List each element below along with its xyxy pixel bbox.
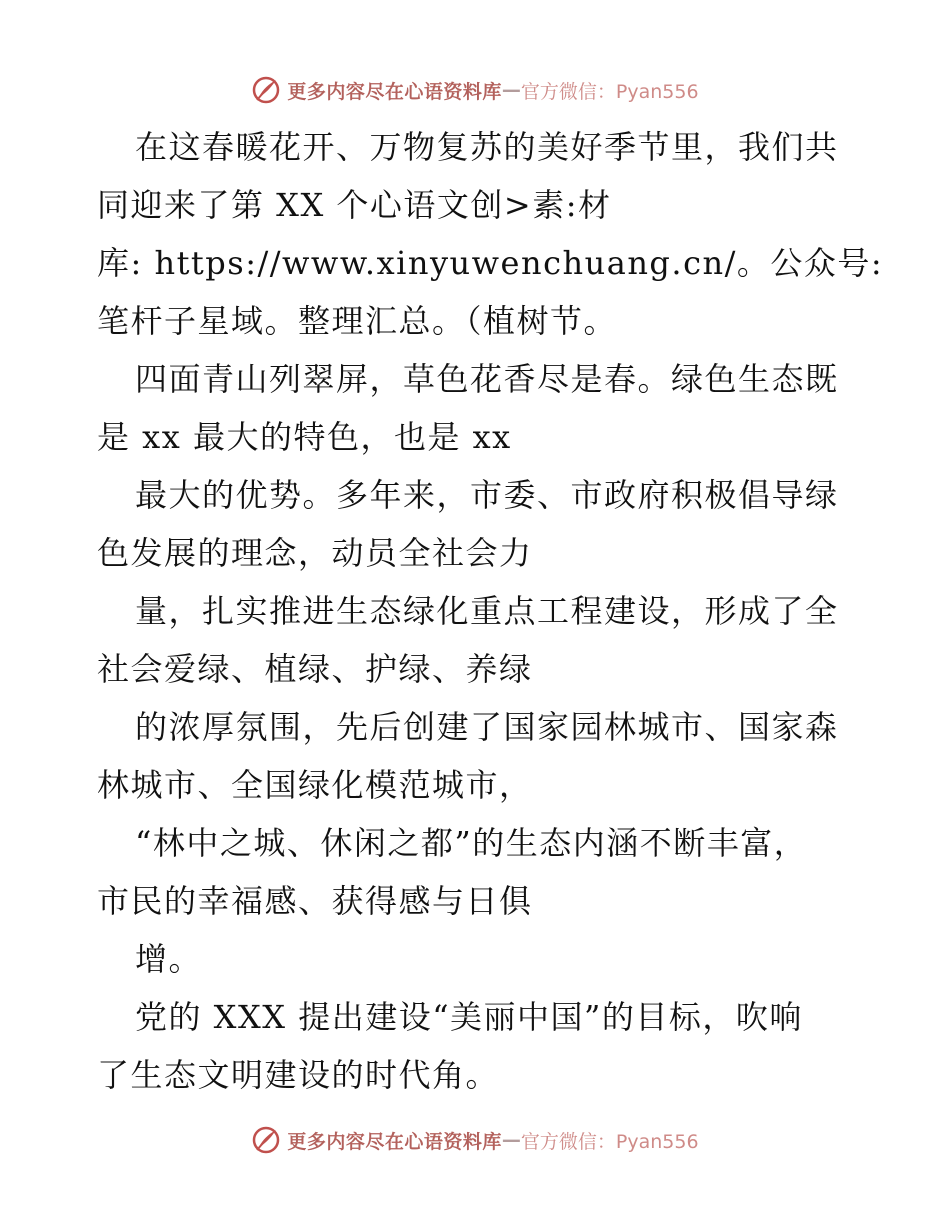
text-line: 是 xx 最大的特色，也是 xx	[97, 418, 512, 456]
text-line: 最大的优势。多年来，市委、市政府积极倡导绿	[135, 476, 839, 514]
banner-main-text: 更多内容尽在心语资料库	[287, 80, 502, 103]
text-line: “林中之城、休闲之都”的生态内涵不断丰富，	[135, 824, 808, 862]
text-line: 市民的幸福感、获得感与日俱	[97, 882, 533, 920]
text-line: 社会爱绿、植绿、护绿、养绿	[97, 650, 533, 688]
text-line: 林城市、全国绿化模范城市，	[97, 766, 533, 804]
text-line: 量，扎实推进生态绿化重点工程建设，形成了全	[135, 592, 839, 630]
document-body	[97, 118, 884, 1104]
text-line: 库: https://www.xinyuwenchuang.cn/。公众号:	[97, 244, 884, 282]
banner-wechat-id: 官方微信：Pyan556	[520, 80, 699, 103]
text-line: 同迎来了第 XX 个心语文创>素:材	[97, 186, 612, 224]
header-banner	[0, 70, 950, 110]
banner-separator: —	[501, 1129, 521, 1151]
footer-banner	[0, 1120, 950, 1160]
text-line: 四面青山列翠屏，草色花香尽是春。绿色生态既	[135, 360, 839, 398]
quill-logo-icon	[251, 75, 281, 105]
quill-logo-icon	[251, 1125, 281, 1155]
text-line: 在这春暖花开、万物复苏的美好季节里，我们共	[135, 128, 839, 166]
text-line: 色发展的理念，动员全社会力	[97, 534, 533, 572]
banner-wechat-id: 官方微信：Pyan556	[520, 1130, 699, 1153]
text-line: 增。	[135, 940, 203, 978]
text-line: 了生态文明建设的时代角。	[97, 1056, 500, 1094]
text-line: 的浓厚氛围，先后创建了国家园林城市、国家森	[135, 708, 839, 746]
banner-separator: —	[501, 79, 521, 101]
text-line: 笔杆子星域。整理汇总。（植树节。	[97, 302, 618, 340]
text-line: 党的 XXX 提出建设“美丽中国”的目标，吹响	[135, 998, 803, 1036]
banner-main-text: 更多内容尽在心语资料库	[287, 1130, 502, 1153]
